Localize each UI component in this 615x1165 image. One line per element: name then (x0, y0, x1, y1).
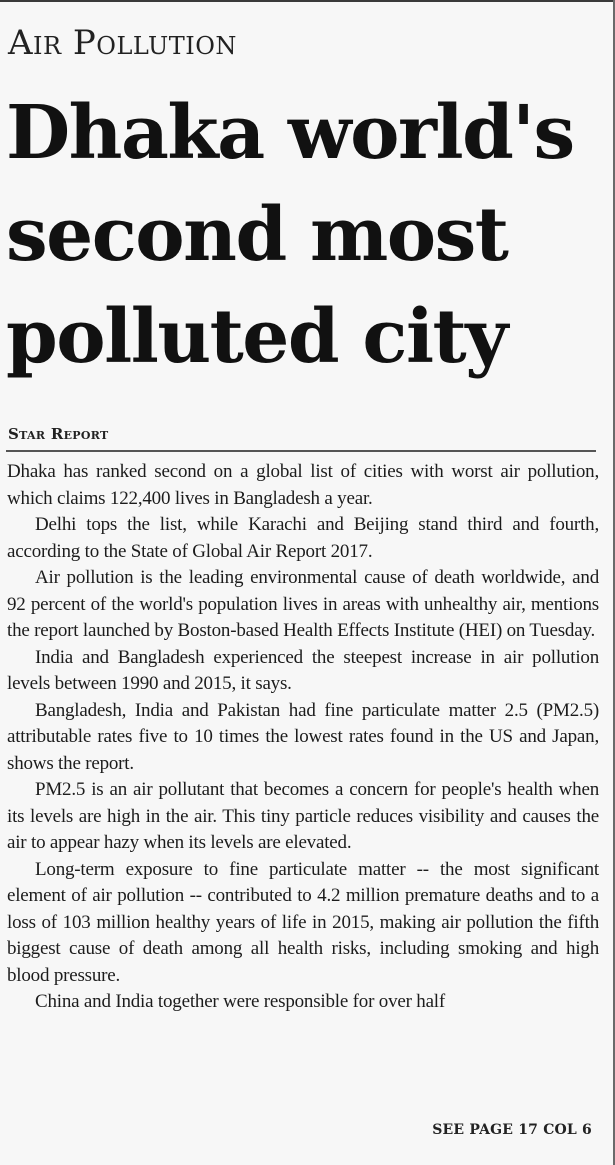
headline (6, 82, 606, 388)
section-kicker: Air Pollution (8, 23, 237, 63)
article-paragraph: Dhaka has ranked second on a global list of cities with worst air pollution, which claims 122,400 lives in Bangladesh a year. (7, 461, 599, 509)
article-paragraph: Delhi tops the list, while Karachi and Beijing stand third and fourth, according to the State of Global Air Report 2017. (7, 514, 599, 562)
article-paragraph: China and India together were responsible for over half (35, 991, 446, 1012)
article-paragraph: PM2.5 is an air pollutant that becomes a concern for people's health when its levels are high in the air. This tiny particle reduces visibility and causes the air to appear hazy when its levels are elevated. (7, 779, 599, 853)
article-paragraph: Air pollution is the leading environmental cause of death worldwide, and 92 percent of the world's population lives in areas with unhealthy air, mentions the report launched by Boston-based Health Effects Institute (HEI) on Tuesday. (7, 567, 599, 641)
byline-divider (6, 450, 596, 452)
headline-line-3: polluted city (6, 294, 507, 380)
article-paragraph: Long-term exposure to fine particulate matter -- the most significant element of air pollution -- contributed to 4.2 million premature deaths and to a loss of 103 million healthy years of life in 2015, making air pollution the fifth biggest cause of death among all health risks, including smoking and high blood pressure. (7, 858, 599, 986)
headline-line-2: second most (6, 192, 508, 278)
article-body (7, 459, 599, 1016)
byline: Star Report (8, 425, 109, 443)
article-paragraph: Bangladesh, India and Pakistan had fine particulate matter 2.5 (PM2.5) attributable rates five to 10 times the lowest rates found in the US and Japan, shows the report. (7, 699, 599, 774)
continuation-jump-line: SEE PAGE 17 COL 6 (432, 1122, 592, 1138)
headline-line-1: Dhaka world's (6, 90, 574, 176)
article-paragraph: India and Bangladesh experienced the steepest increase in air pollution levels between 1990 and 2015, it says. (7, 646, 599, 694)
